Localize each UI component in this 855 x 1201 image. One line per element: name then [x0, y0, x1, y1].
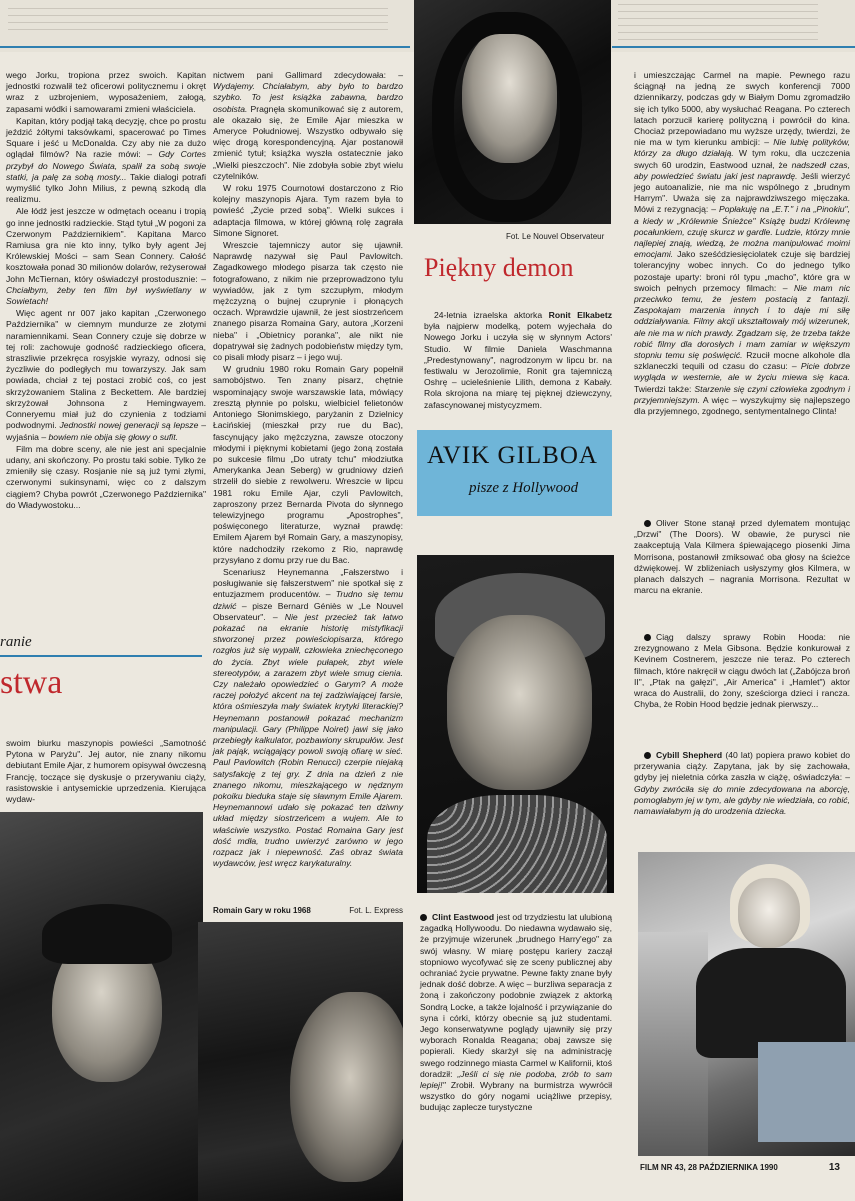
paragraph: W grudniu 1980 roku Romain Gary popełnił samobójstwo. Ten znany pisarz, chętnie wspominający swoje warszawskie lata, mówiący zresztą płynnie po polsku, wielbiciel felietonów Antoniego Słonimskiego, paryżanin z Dzielnicy Łacińskiej (mieszkał przy rue du Bac), fascynujący jako mężczyzna, zawsze otoczony młodymi i pięknymi kobietami (jego żoną została po sukcesie filmu „Do utraty tchu" młodziutka Amerykanka Jean Seberg) w grudniowy dzień strzelił do siebie z rewolweru. Wreszcie w lipcu 1981 roku Emile Ajar, czyli Pavlowitch, zaproszony przez Bernarda Pivota do słynnego telewizyjnego programu „Apostrophes", poświęconego literaturze, wyznał prawdę: Emilem Ajarem był Romain Gary, a maszynopisy, które nadchodziły rzekomo z Rio, naprawdę przysyłano z domu przy rue du Bac.	[213, 364, 403, 565]
news-item-cybill-shepherd	[634, 750, 850, 818]
article-column-2	[213, 70, 403, 870]
banner-title: AVIK GILBOA	[427, 442, 598, 469]
photo-romain-gary	[0, 812, 203, 1201]
hair-shape	[42, 904, 172, 964]
issue-info: FILM NR 43, 28 PAŹDZIERNIKA 1990	[640, 1163, 778, 1172]
paragraph: nictwem pani Gallimard zdecydowała: – Wydajemy. Chciałabym, aby było to bardzo szybko. To jest książka zabawna, bardzo osobista. Pragnęła skomunikować się z autorem, ale okazało się, że Emile Ajar mieszka w Ameryce Południowej. Wszystko odbywało się więc drogą korespondencyjną. Ajar postanowił zmienić tytuł; książka wyszła ostatecznie jako „Wielki pieszczoch". Nie zdobyła sobie zbyt wielu czytelników.	[213, 70, 403, 181]
photo-credit: Fot. L. Express	[349, 906, 403, 915]
paragraph: Ale łódź jest jeszcze w odmętach oceanu i tropią go inne jednostki radzieckie. Stąd tytuł „W pogoni za Czerwonym Październikiem". Kapitana Marco Ramiusa gra nie kto inny, tylko były agent Jej Królewskiej Mości – sam Sean Connery. Całość kosztowała ponad 30 milionów dolarów, reżyserował John McTiernan, który oświadczył prostodusznie: – Chciałbym, żeby ten film był wyświetlany w Sowietach!	[6, 206, 206, 307]
photo-cybill-shepherd	[638, 852, 855, 1156]
article-title-piekny-demon: Piękny demon	[424, 253, 574, 282]
caption-gary	[213, 906, 403, 915]
paragraph: Wreszcie tajemniczy autor się ujawnił. Naprawdę nazywał się Paul Pavlowitch. Zagadkowego młodego pisarza tak często nie fotografowano, z nikim nie przeprowadzono tylu wywiadów, jak z tym szczupłym, młodym mężczyzną o bujnej czuprynie i płonących oczach. Wprawdzie ujawnił, że jest siostrzeńcem znanego pisarza Romaina Gary, autora „Korzeni nieba" i „Obietnicy poranka", ale nikt nie dopatrywał się żadnych podobieństw między tym, co pisali młody pisarz – i jego wuj.	[213, 240, 403, 363]
news-item-oliver-stone	[634, 518, 850, 597]
bullet-icon	[420, 914, 427, 921]
banner-subtitle: pisze z Hollywood	[469, 480, 579, 496]
section-title: stwa	[0, 664, 63, 701]
bullet-icon	[644, 520, 651, 527]
article-column-1	[6, 70, 206, 512]
bullet-icon	[644, 634, 651, 641]
article-column-4	[634, 70, 850, 418]
news-item-robin-hood	[634, 632, 850, 711]
photo-ronit-elkabetz	[414, 0, 611, 224]
paragraph: W roku 1975 Cournotowi dostarczono z Rio kolejny maszynopis Ajara. Tym razem była to powieść „Życie przed sobą". Wielki sukces i adaptacja filmowa, w której główną rolę zagrała Simone Signoret.	[213, 183, 403, 238]
paragraph: wego Jorku, tropiona przez swoich. Kapitan jednostki rozwalił też oficerowi politycznemu i okręt wraz z uzbrojeniem, wyposażeniem, załogą, zapasami wódki i samowarami zmieni właściciela.	[6, 70, 206, 114]
hair-shape	[432, 12, 582, 222]
paragraph: swoim biurku maszynopis powieści „Samotność Pytona w Paryżu". Jej autor, nie znany nikomu debiutant Emile Ajar, z humorem opisywał ówczesną Francję, toczące się dyskusje o przerywaniu ciąży, rasistowskie i antysemickie uprzedzenia. Kierująca wydaw-	[6, 738, 206, 805]
shirt-shape	[427, 795, 607, 893]
paragraph: Clint Eastwood jest od trzydziestu lat ulubioną zagadką Hollywoodu. Do niedawna wydawało się, że przyjmuje wizerunek „brudnego Harry'ego" za swój własny. W miarę postępu kariery zaczął stopniowo wycofywać się ze sceny publicznej aby ochraniać życie prywatne. Pewne fakty znane były jednak dość dobrze. A więc – burzliwa separacja z żoną i zakończony podobnie związek z aktorką Sondrą Locke, a także lojalność i przywiązanie do syna i córki, którzy obecnie są już studentami. Jego konserwatywne poglądy ujawniły się przy wyborach Ronalda Reagana; obaj zawsze się popierali. Kiedy skarżył się na administrację swego rodzinnego miasta Carmel w Kalifornii, ktoś doradził: „Jeśli ci się nie podoba, zrób to sam lepiej!" Zrobił. Wybrany na burmistrza wywrócił wszystko do góry nogami uciążliwe przepisy, budując zaplecze turystyczne	[420, 912, 613, 1113]
top-rule-right	[612, 46, 855, 48]
section-label: ranie	[0, 634, 32, 650]
top-strip-fragment-left	[8, 8, 388, 36]
photo-clint-eastwood	[417, 555, 614, 893]
photo-film-still	[198, 922, 403, 1201]
paragraph: i umieszczając Carmel na mapie. Pewnego razu ściągnął na jedną ze swych konferencji 7000 dziennikarzy, podczas gdy w Białym Domu zgromadziło się ich tylko 5000, aby wysłuchać Reagana. Po czterech latach porzucił karierę polityczną i powrócił do kina. Chociaż przepowiadano mu wyższe urzędy, twierdzi, że nie ma w tym kierunku ambicji: – Nie lubię polityków, którzy za długo działają. W tym roku, dla uczczenia swych 60 urodzin, Eastwood uznał, że nadszedł czas, aby powiedzieć światu jaki jest naprawdę. Jeśli wierzyć jego autoanalizie, nie ma nic wspólnego z „brudnym Harrym". Uważa się za najprawdziwszego mięczaka. Mówi z rezygnacją: – Popłakuję na „E.T." i na „Pinokiu", a kiedy w „Królewnie Śnieżce" Książę budzi Królewnę pocałunkiem, czuję skurcz w gardle. Ludzie, którzy mnie najlepiej znają, wiedzą, że można manipulować moimi emocjami. Jako sześćdziesięciolatek czuje się bardziej tolerancyjny wobec innych. Co do jednego tylko pozostaje uparty: broni ról typu „macho", które gra w swoich pełnych przemocy filmach: – Nie mam nic przeciwko temu, że jestem postacią z fantazji. Zaspokajam marzenia innych i to daje mi siłę oddziaływania. Filmy akcji ukształtowały mój wizerunek, ale nie ma w nich prawdy. Zgadzam się, że trzeba także robić filmy dla dorosłych i mam zamiar w większym stopniu temu się poświęcić. Rzucił mocne alkohole dla szklaneczki tequili od czasu do czasu: – Picie dobrze wygląda w westernie, ale w życiu miewa się kaca. Twierdzi także: Starzenie się czyni człowieka zgodnym i przyjemniejszym. A więc – wyszykujmy się najlepszego dla przyjemnego, zgodnego, sentymentalnego Clinta!	[634, 70, 851, 417]
photo-credit-elkabetz: Fot. Le Nouvel Observateur	[506, 232, 605, 241]
top-rule-left	[0, 46, 410, 48]
paragraph: 24-letnia izraelska aktorka Ronit Elkabetz była najpierw modelką, potem wyjechała do Nowego Jorku i uczyła się w słynnym Actors' Studio. W filmie Daniela Waschmanna „Predestynowany", nagrodzonym w lipcu br. na festiwalu w Jerozolimie, Ronit gra tajemniczą Oshrę – ucieleśnienie Lilith, demona z Kabały. Rola skrojona na miarę tej pięknej dziewczyny, zafascynowanej mistycyzmem.	[424, 310, 612, 410]
pants-shape	[758, 1042, 855, 1142]
caption-text: Romain Gary w roku 1968	[213, 906, 311, 915]
face-shape	[447, 615, 592, 790]
paragraph: Film ma dobre sceny, ale nie jest ani specjalnie udany, ani skończony. Po prostu taki sobie. Tylko że zmieniły się czasy. Rosjanie nie są już tymi złymi, czerwonymi sukinsynami, więc co z dalszym ciągiem? Chyba powrót „Czerwonego Października" do Władywostoku...	[6, 443, 206, 510]
paragraph: Scenariusz Heynemanna „Fałszerstwo i posługiwanie się fałszerstwem" nie spotkał się z entuzjazmem producentów. – Trudno się temu dziwić – pisze Bernard Géniès w „Le Nouvel Observateur". – Nie jest przecież tak łatwo pokazać na ekranie historię mistyfikacji stworzonej przez powieściopisarza, którego rozgłos już się wypalił, człowieka zniechęconego do życia. Zbyt wiele pułapek, zbyt wiele stereotypów, a zarazem zbyt wiele smug cienia. Czy należało opowiedzieć o Garym? A może raczej położyć akcent na tej zadziwiającej farsie, która ośmieszyła mały światek krytyki literackiej? Heynemann postanowił pokazać mechanizm manipulacji. Gary (Philippe Noiret) jawi się jako przebiegły kalkulator, pozbawiony skrupułów. Jest jak pająk, wciągający powoli swoją ofiarę w sieć. Paul Pavlowitch (Robin Renucci) czerpie niejaką satysfakcję z tej gry. Z dnia na dzień z nie znanego nikomu, mieszkającego w nędznym pokoiku bieduka staje się sławnym Emile Ajarem. Heynemannowi udało się pokazać ten dziwny układ między siostrzeńcem a wujem. Ale to właściwie wszystko. Postać Romaina Gary jest dość mdła, trudno uwierzyć zarówno w jego rozpacz jak i niepewność. Zaś obraz świata wydawców, jest wręcz karykaturalny.	[213, 566, 403, 869]
top-strip-fragment-right	[618, 4, 818, 44]
face-shape	[290, 992, 403, 1182]
bullet-icon	[644, 752, 651, 759]
paragraph: Oliver Stone stanął przed dylematem montując „Drzwi" (The Doors). W obawie, że purysci nie zaakceptują Vala Kilmera śpiewającego piosenki Jima Morrisona, postanowił zmiksować oba głosy na ścieżce dźwiękowej. W zbliżeniach usłyszymy głos Kilmera, w planach dalszych – nagrania Morrisona. Rezultat w marcu na ekranie.	[634, 518, 850, 596]
page-footer	[640, 1163, 850, 1177]
paragraph: Ciąg dalszy sprawy Robin Hooda: nie zrezygnowano z Mela Gibsona. Będzie konkurował z Kevinem Costnerem, jeszcze nie teraz. Po czterech filmach, które nakręcił w ciągu dwóch lat („Żabójcza broń II", „Ptak na gałęzi", „Air America" i „Hamlet") aktor wraca do Australii, do żony, sześciorga dzieci i rancza. Chyba, że Robin Hood będzie jednak pierwszy...	[634, 632, 850, 710]
article-body-eastwood	[420, 912, 612, 1115]
section-rule	[0, 655, 202, 657]
intro-paragraph	[6, 738, 206, 806]
paragraph: Więc agent nr 007 jako kapitan „Czerwonego Października" w ciemnym mundurze ze złotymi naramiennikami. Sean Connery czuje się dobrze w tej roli: zachowuje godność radzieckiego oficera, straszliwie przekręca rosyjskie wyrazy, odnosi się życzliwie do podległych mu towarzyszy. Jak sam powiada, chciał z tej postaci zrobić coś, co jest skrzyżowaniem Stalina z Beckettem. Ale bardziej skrzyżował Johnsona z Hemingwayem. Conneryemu miał już do czynienia z todziami podwodnymi. Jednostki nowej generacji są lepsze – wyjaśnia – bowiem nie obija się głowy o sufit.	[6, 308, 207, 442]
page-number: 13	[828, 1162, 840, 1173]
paragraph: Kapitan, który podjął taką decyzję, chce po prostu jeździć żółtymi taksówkami, spacerować po Times Square i jeść u McDonalda. Czy aby nie za dużo oglądał filmów? Na razie mówi: – Gdy Cortes przybył do Nowego Świata, spalił za sobą swoje statki, ja palę za sobą mosty... Takie dialogi potrafi wymyślić tylko John Milius, z pewną szkodą dla realizmu.	[6, 115, 206, 205]
column-banner	[417, 430, 612, 516]
paragraph: Cybill Shepherd (40 lat) popiera prawo kobiet do przerywania ciąży. Zapytana, jak by się zachowała, gdyby jej nieletnia córka zaszła w ciążę, oświadczyła: – Gdyby zwróciła się do mnie zdecydowana na aborcję, pomogłabym jej w tym, ale gdyby nie wiedziała, co robić, namawiałabym ją do urodzenia dziecka.	[634, 750, 851, 817]
article-body-elkabetz	[424, 310, 612, 412]
face-shape	[738, 878, 800, 948]
